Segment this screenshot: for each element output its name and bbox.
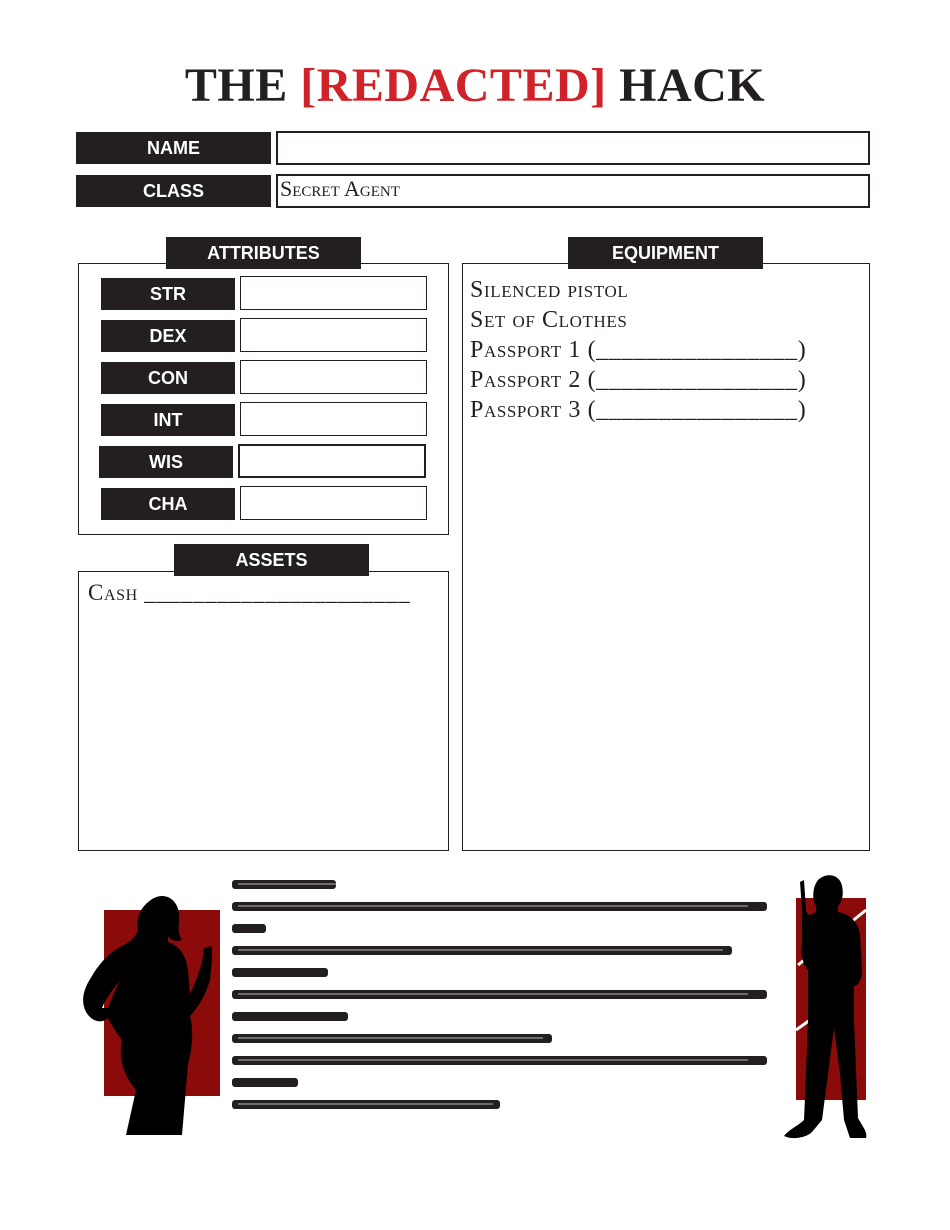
- name-label: NAME: [76, 132, 271, 164]
- attr-dex-field[interactable]: [240, 318, 427, 352]
- equipment-heading: EQUIPMENT: [568, 237, 763, 269]
- scribble-line: [232, 1078, 298, 1087]
- scribble-line: [232, 924, 266, 933]
- equipment-item: Passport 3 (________________): [470, 397, 807, 423]
- redacted-scribble-text: [228, 872, 773, 1120]
- attr-int-field[interactable]: [240, 402, 427, 436]
- equipment-list: [470, 275, 806, 425]
- name-field[interactable]: [276, 131, 870, 165]
- title-suffix: HACK: [606, 59, 766, 112]
- class-field[interactable]: [276, 174, 870, 208]
- equipment-item: Silenced pistol: [470, 277, 629, 303]
- attr-str-field[interactable]: [240, 276, 427, 310]
- attr-int-label: INT: [101, 404, 235, 436]
- attr-con-field[interactable]: [240, 360, 427, 394]
- title-prefix: THE: [184, 59, 301, 112]
- assets-panel: [78, 571, 449, 851]
- man-silhouette-illustration: [778, 870, 878, 1145]
- cash-line[interactable]: Cash ______________________: [88, 580, 411, 605]
- equipment-item: Passport 1 (________________): [470, 337, 807, 363]
- attr-wis-label: WIS: [99, 446, 233, 478]
- attr-cha-field[interactable]: [240, 486, 427, 520]
- attr-con-label: CON: [101, 362, 235, 394]
- attributes-heading: ATTRIBUTES: [166, 237, 361, 269]
- class-label: CLASS: [76, 175, 271, 207]
- woman-silhouette-illustration: [78, 890, 228, 1135]
- scribble-line: [232, 968, 328, 977]
- scribble-line: [232, 1012, 348, 1021]
- class-value: Secret Agent: [280, 176, 400, 201]
- attr-wis-field[interactable]: [238, 444, 426, 478]
- assets-heading: ASSETS: [174, 544, 369, 576]
- attr-cha-label: CHA: [101, 488, 235, 520]
- equipment-item: Passport 2 (________________): [470, 367, 807, 393]
- attr-str-label: STR: [101, 278, 235, 310]
- equipment-item: Set of Clothes: [470, 307, 628, 333]
- title-redacted: [REDACTED]: [300, 59, 607, 112]
- page-title: [0, 58, 950, 113]
- attr-dex-label: DEX: [101, 320, 235, 352]
